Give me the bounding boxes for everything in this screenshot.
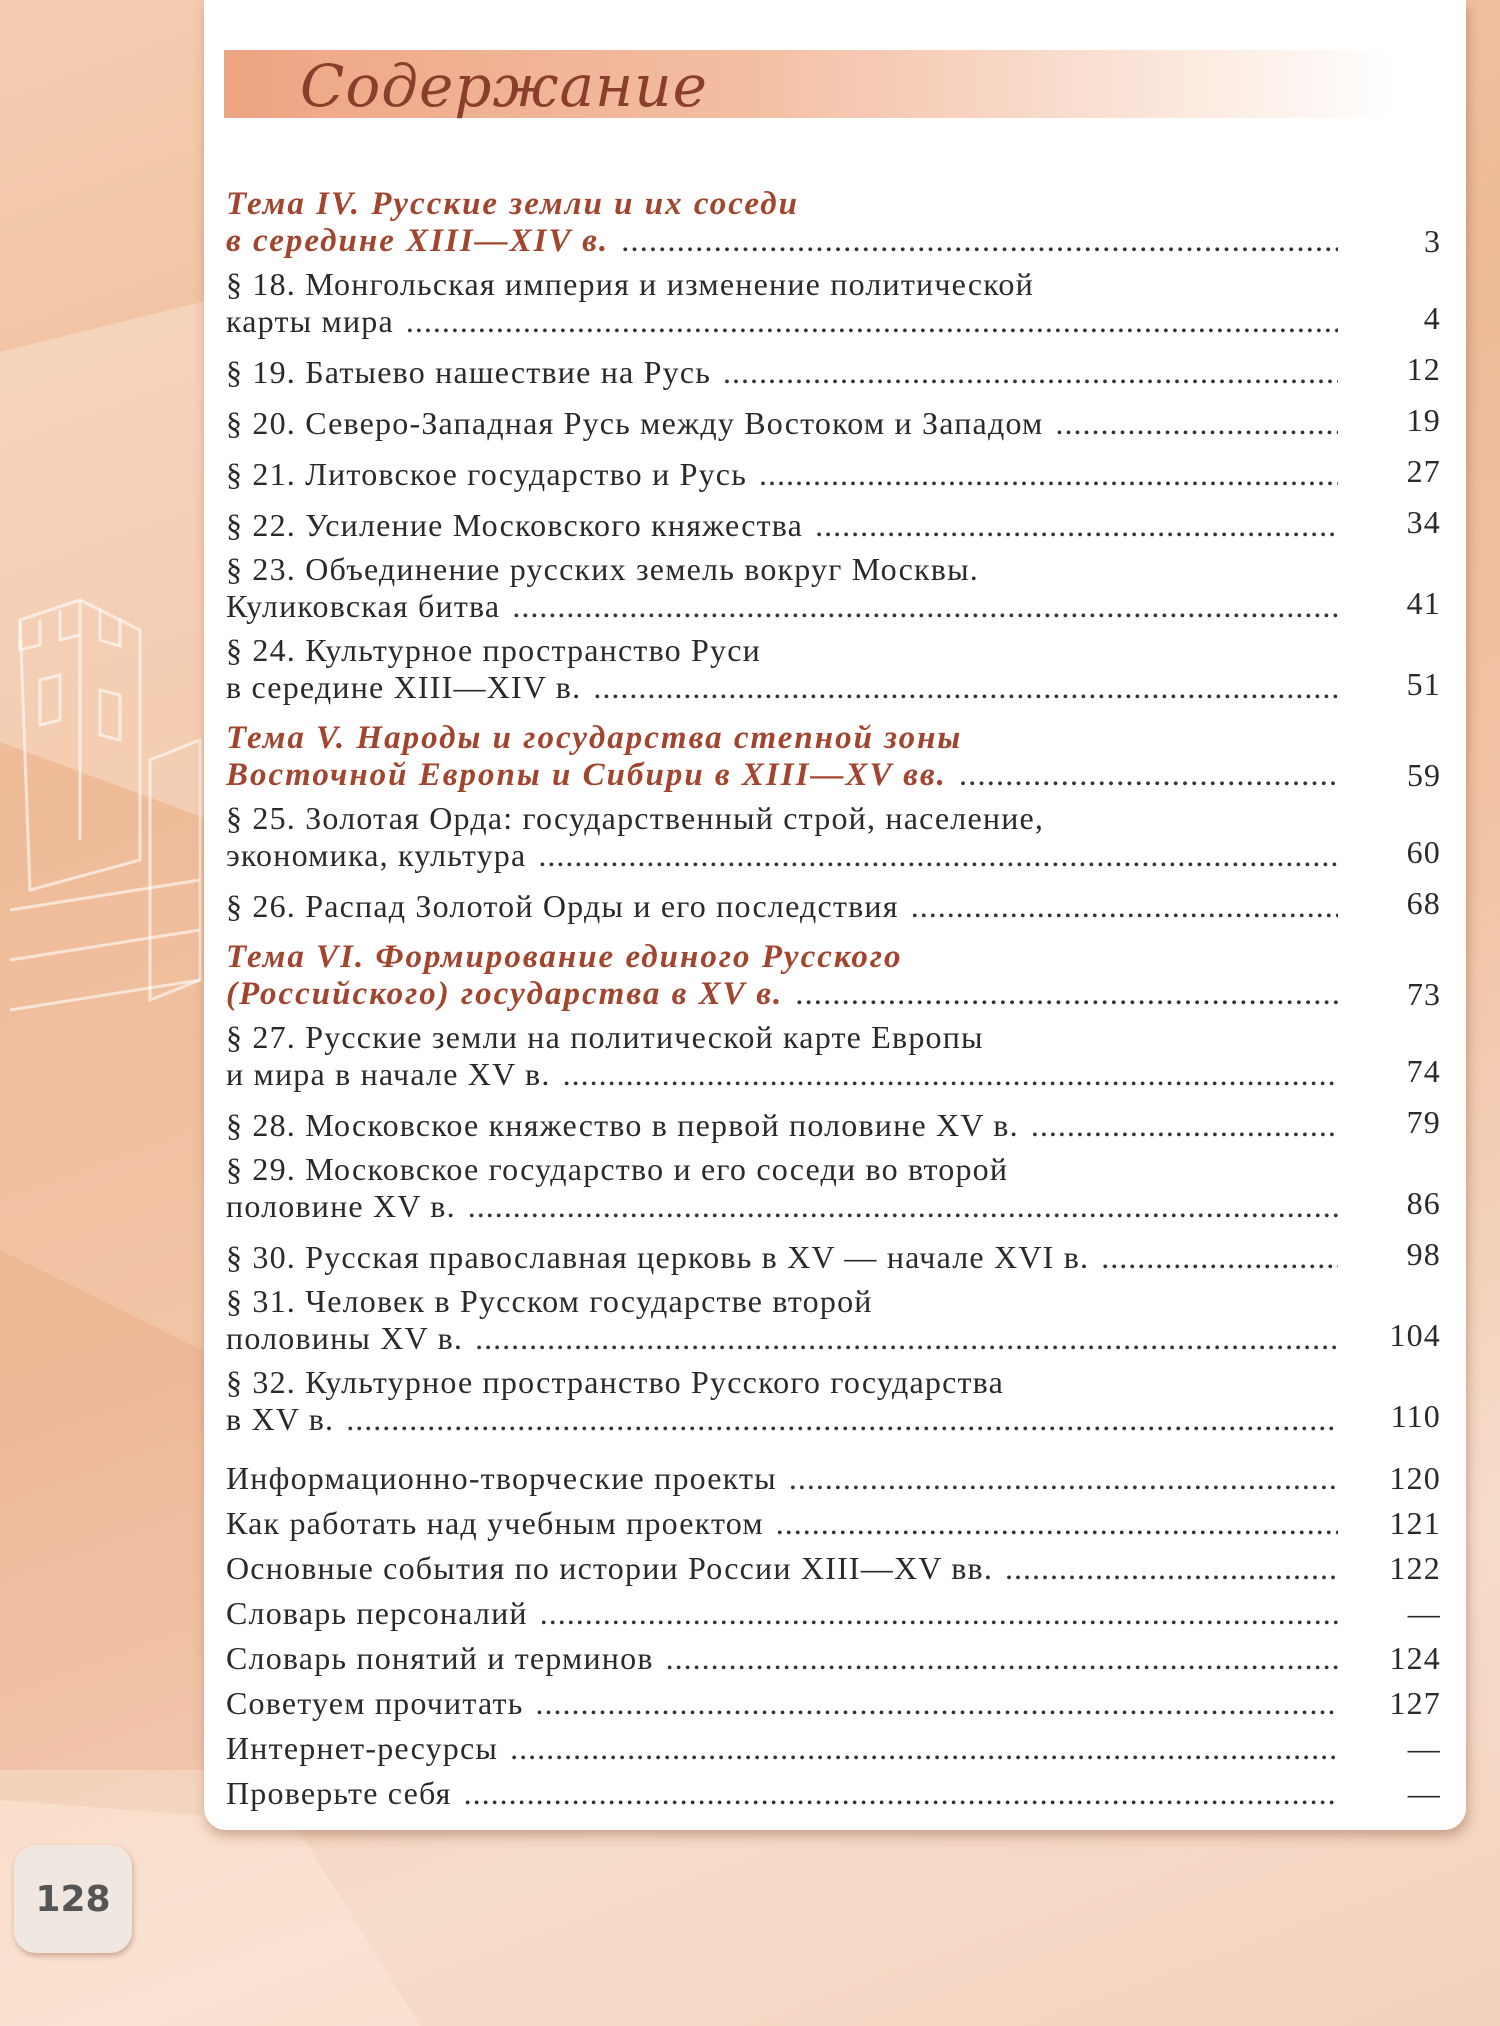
dot-leader: [723, 354, 1338, 391]
dot-leader: [540, 1591, 1338, 1636]
toc-page-number: 60: [1406, 834, 1441, 870]
toc-entry-text: Советуем прочитать: [226, 1685, 524, 1721]
toc-appendix-entry[interactable]: [226, 1456, 1441, 1501]
toc-entry-text: Информационно-творческие проекты: [226, 1460, 777, 1496]
dot-leader: [1055, 405, 1338, 442]
toc-entry-text: Тема V. Народы и государства степной зоны: [226, 720, 963, 756]
toc-theme-entry[interactable]: [226, 939, 1441, 1013]
toc-page-number: 68: [1406, 885, 1441, 921]
toc-entry-text: половине XV в.: [226, 1188, 456, 1224]
toc-page-number: —: [1407, 1595, 1441, 1631]
dot-leader: [464, 1771, 1338, 1816]
toc-entry-text: § 27. Русские земли на политической карте Европы: [226, 1019, 984, 1055]
toc-page-number: 121: [1389, 1505, 1441, 1541]
dot-leader: [536, 1681, 1338, 1726]
toc-page-number: 110: [1390, 1398, 1441, 1434]
toc-page-number: 27: [1406, 453, 1441, 489]
toc-entry-text: в XV в.: [226, 1401, 335, 1437]
toc-appendix-entry[interactable]: [226, 1771, 1441, 1816]
toc-entry-text: § 19. Батыево нашествие на Русь: [226, 354, 712, 390]
toc-page-number: 19: [1406, 402, 1441, 438]
toc-entry-text: Словарь понятий и терминов: [226, 1640, 654, 1676]
toc-page-number: 51: [1406, 666, 1441, 702]
toc-appendix-entry[interactable]: [226, 1681, 1441, 1726]
contents-panel: [204, 0, 1466, 1830]
toc-entry-text: Тема VI. Формирование единого Русского: [226, 939, 903, 975]
fortress-sketch-drawing: [0, 560, 205, 1060]
toc-entry-text: в середине XIII—XIV в.: [226, 223, 610, 259]
toc-entry-text: (Российского) государства в XV в.: [226, 976, 784, 1012]
toc-paragraph-entry[interactable]: [226, 1364, 1441, 1438]
toc-paragraph-entry[interactable]: [226, 551, 1441, 625]
title-band: [224, 50, 1394, 118]
dot-leader: [406, 303, 1338, 340]
toc-paragraph-entry[interactable]: [226, 881, 1441, 925]
toc-paragraph-entry[interactable]: [226, 1100, 1441, 1144]
dot-leader: [621, 223, 1338, 260]
toc-page-number: —: [1407, 1730, 1441, 1766]
toc-page-number: —: [1407, 1775, 1441, 1811]
toc-entry-text: Проверьте себя: [226, 1775, 452, 1811]
dot-leader: [776, 1501, 1338, 1546]
toc-entry-text: § 29. Московское государство и его соседи во второй: [226, 1151, 1009, 1187]
toc-page-number: 122: [1389, 1550, 1441, 1586]
toc-page-number: 98: [1406, 1236, 1441, 1272]
toc-paragraph-entry[interactable]: [226, 266, 1441, 340]
toc-page-number: 34: [1406, 504, 1441, 540]
dot-leader: [593, 669, 1338, 706]
toc-paragraph-entry[interactable]: [226, 1151, 1441, 1225]
toc-paragraph-entry[interactable]: [226, 347, 1441, 391]
dot-leader: [510, 1726, 1338, 1771]
toc-theme-entry[interactable]: [226, 720, 1441, 794]
toc-entry-text: § 21. Литовское государство и Русь: [226, 456, 748, 492]
dot-leader: [1005, 1546, 1338, 1591]
toc-appendix-entry[interactable]: [226, 1726, 1441, 1771]
toc-paragraph-entry[interactable]: [226, 1019, 1441, 1093]
toc-page-number: 86: [1406, 1185, 1441, 1221]
toc-entry-text: в середине XIII—XIV в.: [226, 669, 582, 705]
toc-entry-text: и мира в начале XV в.: [226, 1056, 551, 1092]
toc-entry-text: Интернет-ресурсы: [226, 1730, 499, 1766]
toc-entry-text: экономика, культура: [226, 837, 527, 873]
toc-entry-text: § 28. Московское княжество в первой половине XV в.: [226, 1107, 1019, 1143]
toc-page-number: 3: [1424, 223, 1441, 259]
dot-leader: [1031, 1107, 1338, 1144]
toc-page-number: 79: [1406, 1104, 1441, 1140]
toc-page-number: 120: [1389, 1460, 1441, 1496]
dot-leader: [911, 888, 1338, 925]
toc-entry-text: § 26. Распад Золотой Орды и его последствия: [226, 888, 899, 924]
toc-entry-text: § 25. Золотая Орда: государственный строй, население,: [226, 800, 1045, 836]
toc-entry-text: § 22. Усиление Московского княжества: [226, 507, 804, 543]
dot-leader: [538, 837, 1338, 874]
toc-entry-text: Восточной Европы и Сибири в XIII—XV вв.: [226, 757, 947, 793]
toc-entry-text: Основные события по истории России XIII—XV вв.: [226, 1550, 994, 1586]
toc-page-number: 59: [1407, 757, 1441, 793]
toc-entry-text: карты мира: [226, 303, 394, 339]
dot-leader: [1101, 1239, 1338, 1276]
dot-leader: [666, 1636, 1338, 1681]
toc-appendix-entry[interactable]: [226, 1546, 1441, 1591]
toc-entry-text: половины XV в.: [226, 1320, 464, 1356]
dot-leader: [346, 1401, 1338, 1438]
toc-page-number: 127: [1389, 1685, 1441, 1721]
toc-appendix-entry[interactable]: [226, 1636, 1441, 1681]
dot-leader: [512, 588, 1338, 625]
toc-entry-text: § 20. Северо-Западная Русь между Востоком и Западом: [226, 405, 1044, 441]
page-title: Содержание: [300, 52, 708, 120]
dot-leader: [759, 456, 1338, 493]
dot-leader: [468, 1188, 1338, 1225]
dot-leader: [789, 1456, 1338, 1501]
toc-entry-text: Куликовская битва: [226, 588, 501, 624]
toc-paragraph-entry[interactable]: [226, 449, 1441, 493]
toc-entry-text: § 31. Человек в Русском государстве второй: [226, 1283, 873, 1319]
toc-entry-text: § 23. Объединение русских земель вокруг Москвы.: [226, 551, 979, 587]
toc-entry-text: § 30. Русская православная церковь в XV — начале XVI в.: [226, 1239, 1090, 1275]
page-number-badge: 128: [14, 1845, 132, 1953]
dot-leader: [795, 976, 1338, 1013]
toc-paragraph-entry[interactable]: [226, 1283, 1441, 1357]
toc-paragraph-entry[interactable]: [226, 1232, 1441, 1276]
toc-page-number: 73: [1407, 976, 1441, 1012]
dot-leader: [563, 1056, 1338, 1093]
toc-page-number: 4: [1423, 300, 1441, 336]
toc-appendix-entry[interactable]: [226, 1501, 1441, 1546]
toc-page-number: 124: [1389, 1640, 1441, 1676]
toc-page-number: 104: [1389, 1317, 1441, 1353]
toc-paragraph-entry[interactable]: [226, 632, 1441, 706]
dot-leader: [475, 1320, 1338, 1357]
toc-entry-text: Как работать над учебным проектом: [226, 1505, 764, 1541]
toc-paragraph-entry[interactable]: [226, 800, 1441, 874]
dot-leader: [815, 507, 1338, 544]
toc-entry-text: § 18. Монгольская империя и изменение политической: [226, 266, 1034, 302]
toc-paragraph-entry[interactable]: [226, 500, 1441, 544]
toc-entry-text: Тема IV. Русские земли и их соседи: [226, 186, 799, 222]
toc-paragraph-entry[interactable]: [226, 398, 1441, 442]
toc-entry-text: § 32. Культурное пространство Русского государства: [226, 1364, 1004, 1400]
toc-page-number: 41: [1406, 585, 1441, 621]
toc-appendix-entry[interactable]: [226, 1591, 1441, 1636]
dot-leader: [959, 757, 1338, 794]
table-of-contents: [226, 172, 1441, 1816]
toc-theme-entry[interactable]: [226, 186, 1441, 260]
toc-entry-text: Словарь персоналий: [226, 1595, 528, 1631]
toc-entry-text: § 24. Культурное пространство Руси: [226, 632, 761, 668]
toc-page-number: 12: [1406, 351, 1441, 387]
toc-page-number: 74: [1406, 1053, 1441, 1089]
